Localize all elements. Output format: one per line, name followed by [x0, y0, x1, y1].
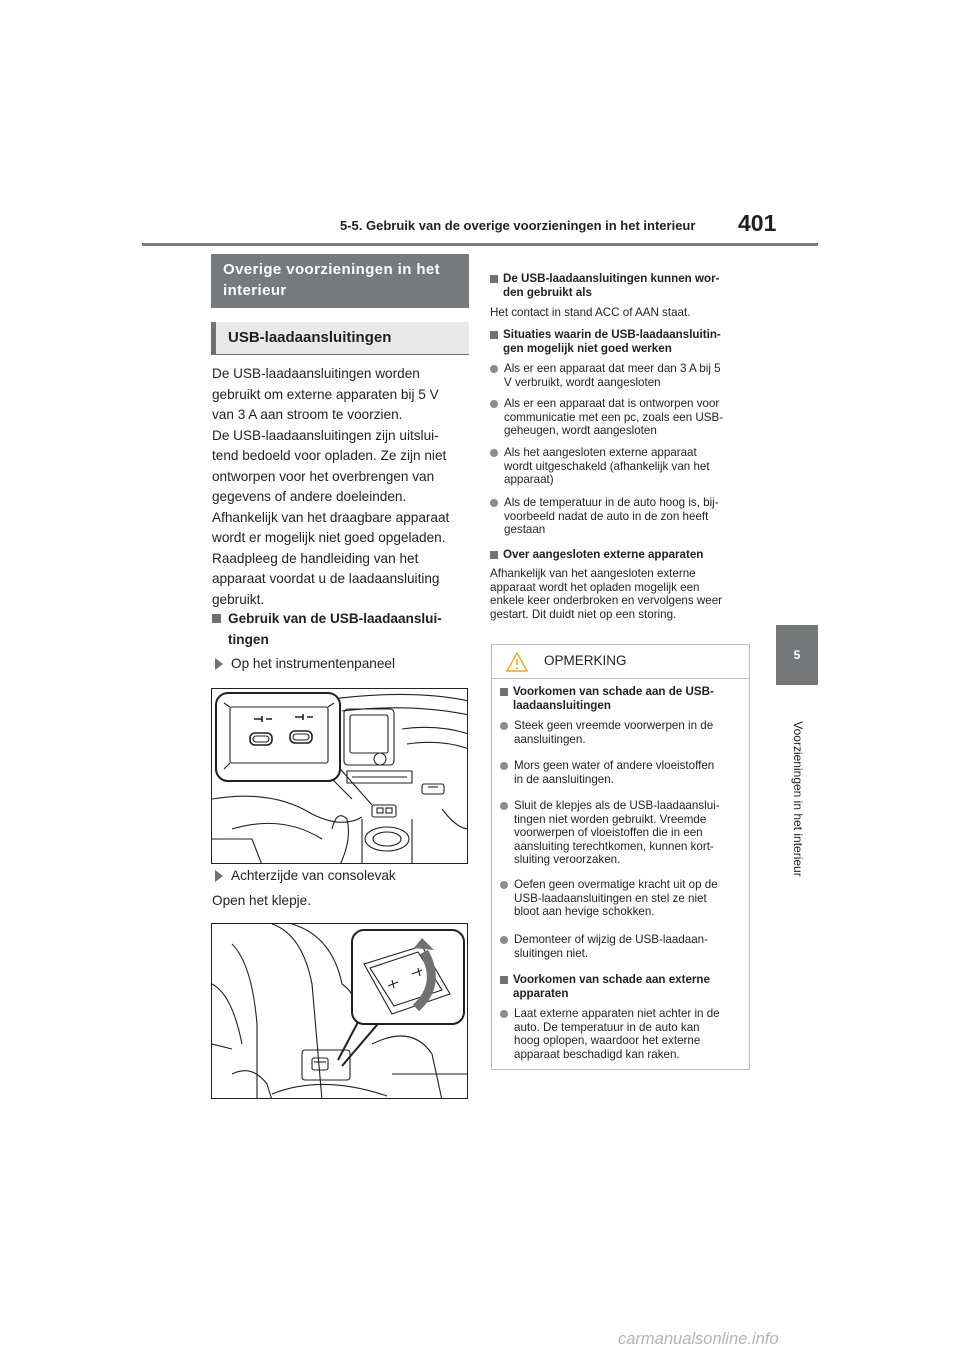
square-bullet-icon	[490, 275, 498, 283]
rear-console-figure	[211, 923, 468, 1099]
list-item: Op het instrumentenpaneel	[215, 656, 395, 671]
dot-bullet-icon	[500, 881, 508, 889]
list-item: Demonteer of wijzig de USB-laadaan- sluitingen niet.	[500, 933, 745, 960]
instruction-text: Open het klepje.	[212, 893, 311, 908]
usage-heading: Gebruik van de USB-laadaanslui- tingen	[212, 608, 468, 650]
usage-conditions-heading: De USB-laadaansluitingen kunnen wor- den gebruikt als	[490, 272, 750, 299]
notice-heading-usb: Voorkomen van schade aan de USB- laadaansluitingen	[500, 685, 745, 712]
dot-bullet-icon	[500, 936, 508, 944]
list-item: Achterzijde van consolevak	[215, 868, 396, 883]
section-banner: Overige voorzieningen in het interieur	[211, 254, 469, 308]
external-devices-text: Afhankelijk van het aangesloten externe apparaat wordt het opladen mogelijk een enkele keer onderbroken en vervolgens weer gestart. Dit duidt niet op een storing.	[490, 567, 723, 621]
square-bullet-icon	[500, 976, 508, 984]
list-item: Mors geen water of andere vloeistoffen in de aansluitingen.	[500, 759, 745, 786]
intro-paragraph: De USB-laadaansluitingen worden gebruikt om externe apparaten bij 5 V van 3 A aan stroom te voorzien. De USB-laadaansluitingen zijn uitslui- tend bedoeld voor opladen. Ze zijn niet ontworpen voor het overbrengen van gegevens of andere doeleinden. Afhankelijk van het draagbare apparaat wordt er mogelijk niet goed opgeladen. Raadpleeg de handleiding van het apparaat voordat u de laadaansluiting gebruikt.	[212, 366, 450, 607]
rear-console-illustration	[212, 924, 468, 1099]
dot-bullet-icon	[500, 802, 508, 810]
list-item: Oefen geen overmatige kracht uit op de USB-laadaansluitingen en stel ze niet bloot aan hevige schokken.	[500, 878, 745, 919]
list-item: Als het aangesloten externe apparaat wordt uitgeschakeld (afhankelijk van het apparaat)	[490, 446, 750, 487]
notice-heading-external: Voorkomen van schade aan externe apparaten	[500, 973, 745, 1000]
dot-bullet-icon	[500, 1010, 508, 1018]
section-title: 5-5. Gebruik van de overige voorzieningen in het interieur	[340, 218, 696, 233]
chapter-title: Voorzieningen in het interieur	[791, 721, 805, 877]
list-item: Als er een apparaat dat is ontworpen voor communicatie met een pc, zoals een USB- geheugen, wordt aangesloten	[490, 397, 750, 438]
instrument-panel-illustration	[212, 689, 468, 864]
square-bullet-icon	[500, 688, 508, 696]
dot-bullet-icon	[490, 365, 498, 373]
header-rule	[142, 243, 818, 246]
chapter-tab[interactable]	[776, 625, 818, 685]
warning-triangle-icon	[506, 652, 528, 672]
dot-bullet-icon	[490, 499, 498, 507]
triangle-bullet-icon	[215, 658, 223, 670]
chapter-number: 5	[793, 648, 801, 662]
malfunction-heading: Situaties waarin de USB-laadaansluitin- gen mogelijk niet goed werken	[490, 328, 750, 355]
instrument-panel-figure	[211, 688, 468, 864]
notice-box	[491, 644, 750, 1070]
square-bullet-icon	[490, 331, 498, 339]
watermark: carmanualsonline.info	[618, 1330, 779, 1348]
triangle-bullet-icon	[215, 870, 223, 882]
list-item: Als er een apparaat dat meer dan 3 A bij 5 V verbruikt, wordt aangesloten	[490, 362, 750, 389]
dot-bullet-icon	[490, 449, 498, 457]
dot-bullet-icon	[500, 762, 508, 770]
dot-bullet-icon	[500, 722, 508, 730]
dot-bullet-icon	[490, 400, 498, 408]
list-item: Als de temperatuur in de auto hoog is, bij- voorbeeld nadat de auto in de zon heeft gestaan	[490, 496, 750, 537]
notice-divider	[492, 678, 749, 679]
external-devices-heading: Over aangesloten externe apparaten	[490, 548, 750, 562]
usage-conditions-text: Het contact in stand ACC of AAN staat.	[490, 306, 691, 319]
list-item: Steek geen vreemde voorwerpen in de aansluitingen.	[500, 719, 745, 746]
section-heading: USB-laadaansluitingen	[211, 322, 469, 354]
list-item: Sluit de klepjes als de USB-laadaanslui- tingen niet worden gebruikt. Vreemde voorwerpen of vloeistoffen die in een aansluiting terechtkomen, kunnen kort- sluiting veroorzaken.	[500, 799, 745, 867]
square-bullet-icon	[212, 614, 221, 623]
page-number: 401	[738, 210, 777, 236]
list-item: Laat externe apparaten niet achter in de auto. De temperatuur in de auto kan hoog oplopen, waardoor het externe apparaat beschadigd kan raken.	[500, 1007, 745, 1061]
notice-title: OPMERKING	[544, 653, 627, 668]
heading-rule	[211, 354, 469, 355]
notice-header	[492, 647, 749, 675]
square-bullet-icon	[490, 551, 498, 559]
chapter-title-vertical	[788, 694, 808, 904]
